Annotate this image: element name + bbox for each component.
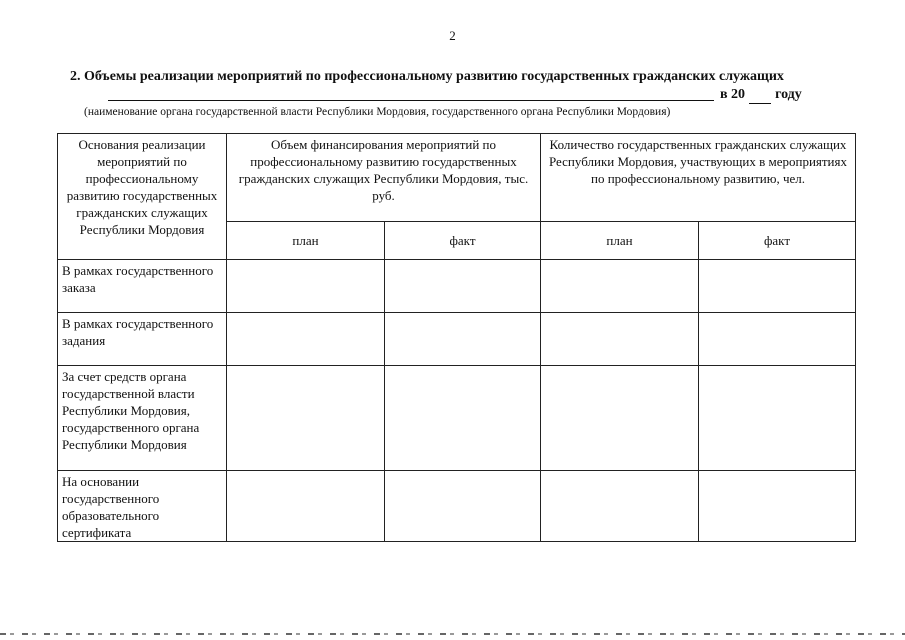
cell-funding-plan: [227, 313, 385, 366]
subheader-funding-plan: план: [227, 222, 385, 260]
organization-caption: (наименование органа государственной власти Республики Мордовия, государственного органа Республики Мордовия): [84, 106, 671, 118]
cell-participants-plan: [541, 366, 699, 471]
report-table: [57, 133, 856, 542]
cell-participants-plan: [541, 471, 699, 542]
table-row: [58, 313, 856, 366]
year-blank-line: [749, 87, 771, 104]
header-participants: Количество государственных гражданских служащих Республики Мордовия, участвующих в мероприятиях по профессиональному развитию, чел.: [541, 134, 856, 222]
cell-funding-plan: [227, 366, 385, 471]
cell-funding-fact: [385, 366, 541, 471]
row-label: На основании государственного образовательного сертификата: [58, 471, 227, 542]
row-label: За счет средств органа государственной власти Республики Мордовия, государственного органа Республики Мордовия: [58, 366, 227, 471]
page-number: 2: [449, 28, 456, 43]
subheader-participants-fact: факт: [699, 222, 856, 260]
subheader-funding-fact: факт: [385, 222, 541, 260]
cell-participants-fact: [699, 366, 856, 471]
header-basis: Основания реализации мероприятий по профессиональному развитию государственных гражданских служащих Республики Мордовия: [58, 134, 227, 260]
scan-edge-noise: [0, 633, 905, 635]
row-label: В рамках государственного заказа: [58, 260, 227, 313]
cell-participants-fact: [699, 313, 856, 366]
cell-participants-plan: [541, 260, 699, 313]
header-funding: Объем финансирования мероприятий по профессиональному развитию государственных гражданских служащих Республики Мордовия, тыс. руб.: [227, 134, 541, 222]
table-row: [58, 471, 856, 542]
cell-participants-fact: [699, 471, 856, 542]
cell-funding-fact: [385, 471, 541, 542]
cell-funding-plan: [227, 471, 385, 542]
title-line-2: [108, 87, 808, 105]
year-prefix: в 20: [720, 87, 746, 102]
year-suffix: году: [775, 87, 802, 102]
cell-participants-plan: [541, 313, 699, 366]
cell-funding-fact: [385, 260, 541, 313]
cell-funding-plan: [227, 260, 385, 313]
subheader-participants-plan: план: [541, 222, 699, 260]
row-label: В рамках государственного задания: [58, 313, 227, 366]
table-row: [58, 366, 856, 471]
organization-blank-line: [108, 100, 714, 101]
cell-funding-fact: [385, 313, 541, 366]
year-field: [720, 87, 802, 104]
table-row: [58, 260, 856, 313]
cell-participants-fact: [699, 260, 856, 313]
section-title: 2. Объемы реализации мероприятий по профессиональному развитию государственных гражданских служащих: [70, 69, 784, 84]
